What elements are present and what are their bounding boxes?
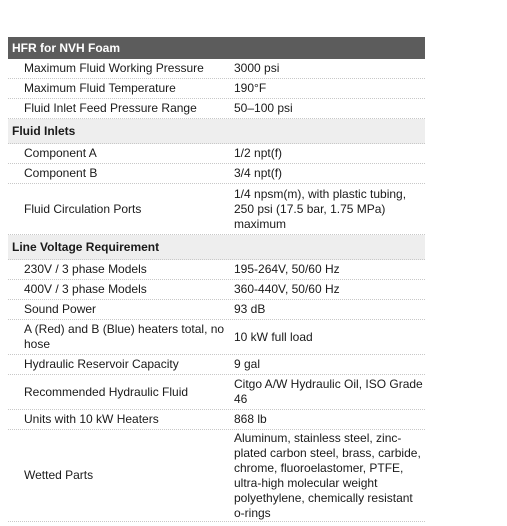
row-value: 93 dB xyxy=(234,302,266,316)
row-value: Aluminum, stainless steel, zinc-plated carbon steel, brass, carbide, chrome, fluoroelastomer, PTFE, ultra-high molecular weight polyethylene, chemically resistant o-rings xyxy=(234,430,421,520)
row-value: 1/2 npt(f) xyxy=(234,146,283,160)
row-label: Component B xyxy=(24,166,98,180)
table-row xyxy=(8,59,425,79)
table-row xyxy=(8,260,425,280)
table-row xyxy=(8,320,425,355)
table-row xyxy=(8,430,425,522)
row-value: 1/4 npsm(m), with plastic tubing, 250 psi (17.5 bar, 1.75 MPa) maximum xyxy=(234,186,407,231)
row-value: 9 gal xyxy=(234,357,261,371)
row-label: Fluid Inlet Feed Pressure Range xyxy=(24,101,197,115)
row-value: 3000 psi xyxy=(234,61,280,75)
table-row xyxy=(8,184,425,235)
row-label: Hydraulic Reservoir Capacity xyxy=(24,357,179,371)
row-label: Sound Power xyxy=(24,302,97,316)
row-value: 50–100 psi xyxy=(234,101,293,115)
section-header: Fluid Inlets xyxy=(8,119,425,144)
table-row xyxy=(8,144,425,164)
row-label: Recommended Hydraulic Fluid xyxy=(24,384,189,399)
row-label: Wetted Parts xyxy=(24,468,94,482)
table-row xyxy=(8,410,425,430)
table-row xyxy=(8,300,425,320)
table-row xyxy=(8,375,425,410)
table-row xyxy=(8,99,425,119)
row-label: Component A xyxy=(24,146,97,160)
row-label: 230V / 3 phase Models xyxy=(24,262,147,276)
row-value: 195-264V, 50/60 Hz xyxy=(234,262,340,276)
spec-table xyxy=(8,37,425,522)
table-row xyxy=(8,355,425,375)
table-row xyxy=(8,164,425,184)
row-value: Citgo A/W Hydraulic Oil, ISO Grade 46 xyxy=(234,377,423,406)
row-label: Fluid Circulation Ports xyxy=(24,201,142,216)
table-title: HFR for NVH Foam xyxy=(8,37,425,59)
row-value: 190°F xyxy=(234,81,267,95)
row-label: Maximum Fluid Temperature xyxy=(24,81,176,95)
row-value: 10 kW full load xyxy=(234,329,313,344)
row-label: A (Red) and B (Blue) heaters total, no hose xyxy=(24,322,225,351)
row-label: 400V / 3 phase Models xyxy=(24,282,147,296)
row-value: 3/4 npt(f) xyxy=(234,166,283,180)
row-label: Units with 10 kW Heaters xyxy=(24,412,159,426)
table-row xyxy=(8,79,425,99)
table-row xyxy=(8,280,425,300)
section-header: Line Voltage Requirement xyxy=(8,235,425,260)
row-label: Maximum Fluid Working Pressure xyxy=(24,61,204,75)
row-value: 868 lb xyxy=(234,412,267,426)
row-value: 360-440V, 50/60 Hz xyxy=(234,282,340,296)
